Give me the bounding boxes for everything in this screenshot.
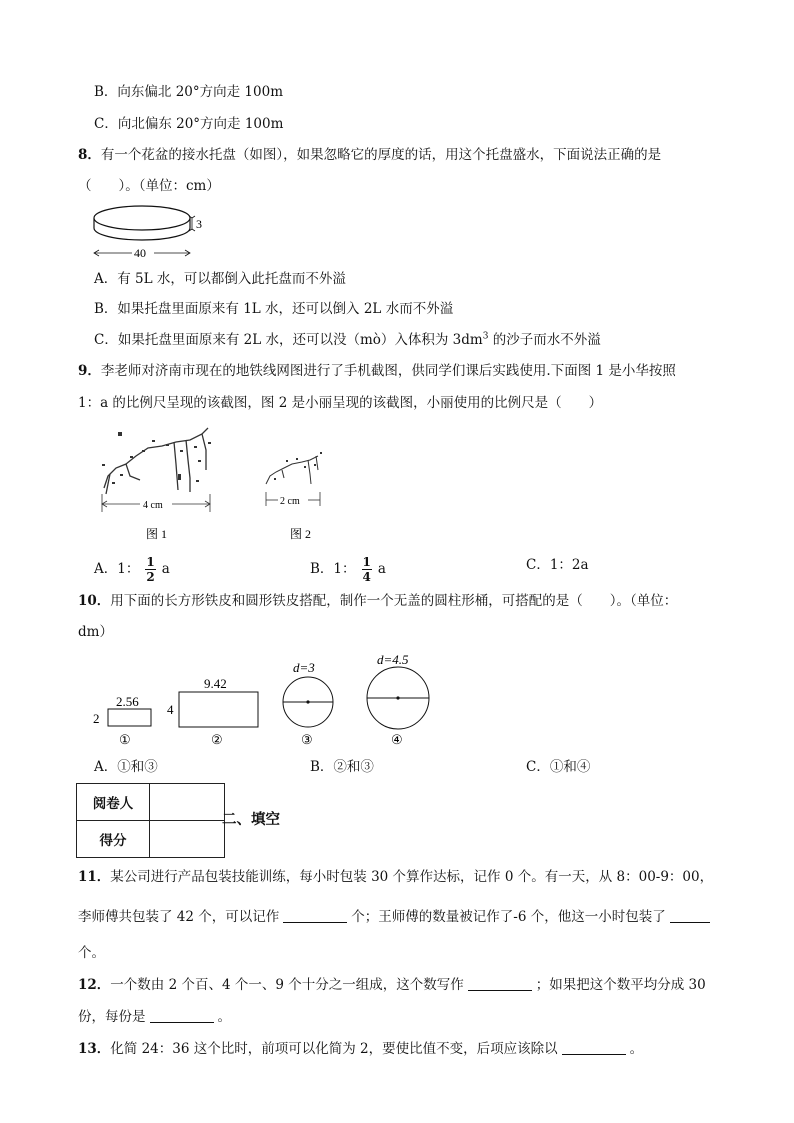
q10-shape4-mark: ④ <box>391 733 403 748</box>
q9-stem-line1 <box>78 362 676 380</box>
q12-number: 12． <box>78 977 111 993</box>
q9-stem-line2: 1：a 的比例尺呈现的该截图，图 2 是小丽呈现的该截图，小丽使用的比例尺是（ ） <box>78 395 603 411</box>
q10-shapes-figure <box>88 648 448 748</box>
q12-text-a: 一个数由 2 个百、4 个一、9 个十分之一组成，这个数写作 <box>110 977 464 993</box>
score-label: 得分 <box>77 821 150 858</box>
q9-option-b-prefix: B．1： <box>310 561 356 577</box>
q7-option-c: C．向北偏东 20°方向走 100m <box>94 116 284 132</box>
grading-table <box>76 783 225 858</box>
q10-shape2-width: 9.42 <box>204 676 227 691</box>
q11-line3: 个。 <box>78 945 105 961</box>
q8-option-c-superscript: 3 <box>482 331 489 342</box>
q9-figure-1-metro-map <box>90 420 230 544</box>
q9-figure-1-caption: 图 1 <box>146 527 168 541</box>
q9-option-b-fraction <box>362 556 372 583</box>
q11-number: 11． <box>78 869 111 885</box>
q12-blank-1[interactable] <box>468 976 532 991</box>
q9-option-b <box>310 556 386 583</box>
q8-text: 有一个花盆的接水托盘（如图），如果忽略它的厚度的话，用这个托盘盛水，下面说法正确的是 <box>100 147 662 163</box>
q10-shape1-height: 2 <box>93 711 100 726</box>
q9-option-a-suffix: a <box>161 561 170 577</box>
q13-text-b: 。 <box>629 1041 644 1057</box>
q11-text-a: 李师傅共包装了 42 个，可以记作 <box>78 909 280 925</box>
q11-text-b: 个；王师傅的数量被记作了-6 个，他这一小时包装了 <box>351 909 666 925</box>
score-cell <box>150 821 225 858</box>
q9-option-a-fraction <box>145 556 155 583</box>
q11-line1 <box>78 868 713 886</box>
q10-shape1-mark: ① <box>119 733 131 748</box>
q9-figure-2-scale-label: 2 cm <box>280 496 300 507</box>
q11-line2 <box>78 908 714 926</box>
q8-stem-line1 <box>78 146 661 164</box>
q10-stem-line1 <box>78 592 677 610</box>
q12-blank-2[interactable] <box>150 1008 214 1023</box>
fraction-numerator: 1 <box>362 555 371 569</box>
q10-shape4-label: d=4.5 <box>377 652 409 667</box>
q11-blank-2[interactable] <box>670 908 710 923</box>
q8-tray-figure <box>88 196 208 262</box>
fraction-denominator: 2 <box>146 570 155 584</box>
q11-blank-1[interactable] <box>283 908 347 923</box>
q13-number: 13． <box>78 1041 111 1057</box>
q12-line2 <box>78 1008 231 1026</box>
q8-diameter-label: 40 <box>134 246 146 260</box>
q10-text: 用下面的长方形铁皮和圆形铁皮搭配，制作一个无盖的圆柱形桶，可搭配的是（ ）。（单位： <box>110 593 678 609</box>
q10-option-c: C．①和④ <box>526 759 591 775</box>
q10-option-b: B．②和③ <box>310 759 374 775</box>
q8-option-c-tail: 的沙子而水不外溢 <box>488 332 601 348</box>
q9-figure-1-scale-label: 4 cm <box>143 500 163 511</box>
q10-option-a: A．①和③ <box>94 759 158 775</box>
q8-number: 8． <box>78 147 101 163</box>
q9-option-c: C．1：2a <box>526 557 589 573</box>
reviewer-cell <box>150 784 225 821</box>
q7-option-b: B．向东偏北 20°方向走 100m <box>94 84 283 100</box>
q13-line1 <box>78 1040 643 1058</box>
q8-height-label: 3 <box>196 217 202 231</box>
q9-option-b-suffix: a <box>377 561 386 577</box>
q12-text-b: ；如果把这个数平均分成 30 <box>535 977 706 993</box>
fraction-numerator: 1 <box>146 555 155 569</box>
q10-shape1-width: 2.56 <box>116 694 139 709</box>
section-heading: 二、填空 <box>222 811 280 828</box>
q8-option-c <box>94 331 601 349</box>
q10-shape2-mark: ② <box>211 733 223 748</box>
q8-stem-line2: （ ）。（单位：cm） <box>78 178 220 194</box>
q10-shape2-height: 4 <box>167 702 174 717</box>
q10-shape3-label: d=3 <box>293 660 315 675</box>
q9-text: 李老师对济南市现在的地铁线网图进行了手机截图，供同学们课后实践使用.下面图 1 是小华按照 <box>100 363 676 379</box>
q9-option-a-prefix: A．1： <box>94 561 140 577</box>
q8-option-b: B．如果托盘里面原来有 1L 水，还可以倒入 2L 水而不外溢 <box>94 301 454 317</box>
q9-figure-2-metro-map <box>256 448 346 544</box>
q10-number: 10． <box>78 593 111 609</box>
q8-option-c-text: C．如果托盘里面原来有 2L 水，还可以没（mò）入体积为 3dm <box>94 332 483 348</box>
reviewer-label: 阅卷人 <box>77 784 150 821</box>
q13-blank-1[interactable] <box>562 1040 626 1055</box>
q10-shape3-mark: ③ <box>301 733 313 748</box>
q9-number: 9． <box>78 363 101 379</box>
q8-option-a: A．有 5L 水，可以都倒入此托盘而不外溢 <box>94 271 346 287</box>
q9-figure-2-caption: 图 2 <box>290 527 312 541</box>
q12-text-c: 份，每份是 <box>78 1009 146 1025</box>
q12-text-d: 。 <box>217 1009 231 1025</box>
q12-line1 <box>78 976 706 994</box>
fraction-denominator: 4 <box>362 570 371 584</box>
q9-option-a <box>94 556 170 583</box>
q13-text-a: 化简 24：36 这个比时，前项可以化简为 2，要使比值不变，后项应该除以 <box>110 1041 558 1057</box>
q10-stem-line2: dm） <box>78 624 113 640</box>
q11-text: 某公司进行产品包装技能训练，每小时包装 30 个算作达标，记作 0 个。有一天，从 8：00-9：00， <box>110 869 714 885</box>
